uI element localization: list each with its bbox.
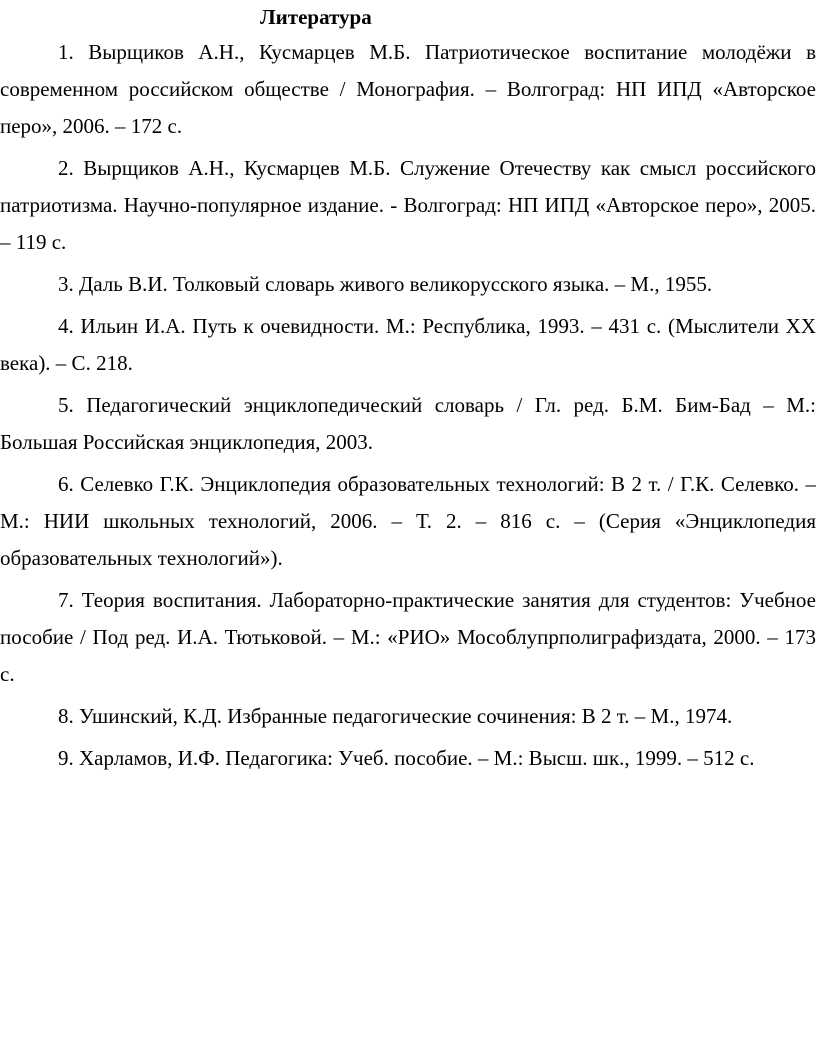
reference-item: 3. Даль В.И. Толковый словарь живого великорусского языка. – М., 1955.	[58, 272, 713, 296]
reference-item: 8. Ушинский, К.Д. Избранные педагогические сочинения: В 2 т. – М., 1974.	[58, 704, 733, 728]
reference-item: 2. Вырщиков А.Н., Кусмарцев М.Б. Служение Отечеству как смысл российского патриотизма. Научно-популярное издание. - Волгоград: НП ИПД «Авторское перо», 2005. – 119 с.	[0, 156, 816, 254]
reference-list	[0, 34, 816, 782]
reference-item: 5. Педагогический энциклопедический словарь / Гл. ред. Б.М. Бим-Бад – М.: Большая Российская энциклопедия, 2003.	[0, 393, 816, 454]
page-title: Литература	[260, 5, 372, 29]
reference-item: 1. Вырщиков А.Н., Кусмарцев М.Б. Патриотическое воспитание молодёжи в современном российском обществе / Монография. – Волгоград: НП ИПД «Авторское перо», 2006. – 172 с.	[0, 40, 816, 138]
reference-item: 9. Харламов, И.Ф. Педагогика: Учеб. пособие. – М.: Высш. шк., 1999. – 512 с.	[58, 746, 755, 770]
reference-item: 7. Теория воспитания. Лабораторно-практические занятия для студентов: Учебное пособие / Под ред. И.А. Тютьковой. – М.: «РИО» Мособлупрполиграфиздата, 2000. – 173 с.	[0, 588, 816, 686]
reference-item: 6. Селевко Г.К. Энциклопедия образовательных технологий: В 2 т. / Г.К. Селевко. – М.: НИИ школьных технологий, 2006. – Т. 2. – 816 с. – (Серия «Энциклопедия образовательных технологий»).	[0, 472, 816, 570]
reference-item: 4. Ильин И.А. Путь к очевидности. М.: Республика, 1993. – 431 с. (Мыслители XX века). – С. 218.	[0, 314, 816, 375]
